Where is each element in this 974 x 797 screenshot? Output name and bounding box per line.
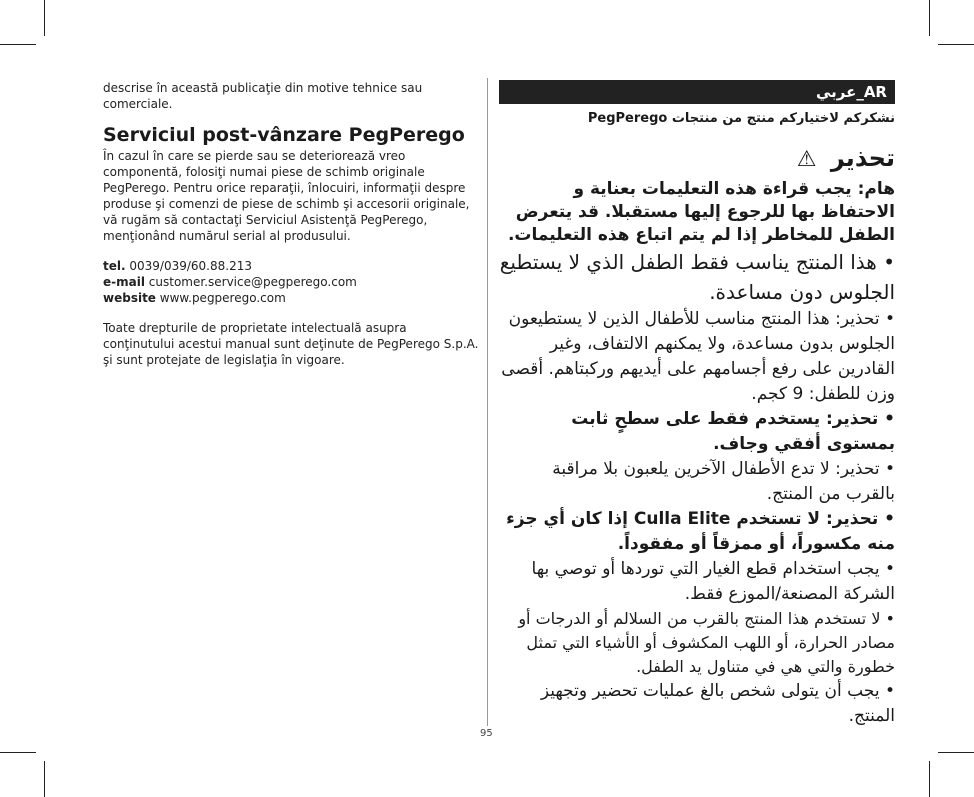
service-title: Serviciul post-vânzare PegPerego — [103, 124, 465, 146]
crop-mark — [0, 752, 36, 753]
crop-mark — [44, 761, 45, 797]
bullet-item: • تحذير: لا تدع الأطفال الآخرين يلعبون بلا مراقبة بالقرب من المنتج. — [552, 459, 895, 504]
service-text: În cazul în care se pierde sau se deteriorează vreo componentă, folosiţi numai piese de schimb originale PegPerego. Pentru orice reparaţii, înlocuiri, informaţii despre produse şi comenzi de piese de schimb şi accesorii originale, vă rugăm să contactaţi Serviciul Asistenţă PegPerego, menţionând numărul serial al produsului. — [103, 149, 470, 243]
crop-mark — [929, 0, 930, 36]
page-number: 95 — [480, 728, 493, 739]
tel-label: tel. — [103, 259, 126, 273]
left-column — [103, 80, 481, 368]
warning-title: تحذير — [830, 144, 895, 172]
bullet-item: • هذا المنتج يناسب فقط الطفل الذي لا يستطيع الجلوس دون مساعدة. — [499, 250, 895, 304]
right-column — [499, 80, 895, 729]
warning-heading — [499, 140, 895, 178]
bullet-item: • تحذير: لا تستخدم Culla Elite إذا كان أي جزء منه مكسوراً، أو ممزقاً أو مفقوداً. — [506, 509, 895, 554]
website-line — [103, 290, 481, 306]
important-text: هام: يجب قراءة هذه التعليمات بعناية و الاحتفاظ بها للرجوع إليها مستقبلا. قد يتعرض الطفل للمخاطر إذا لم يتم اتباع هذه التعليمات. — [507, 179, 895, 245]
crop-mark — [44, 0, 45, 36]
warning-triangle-icon: ⚠ — [796, 147, 817, 172]
crop-mark — [938, 44, 974, 45]
language-tag: AR_عربي — [499, 80, 895, 104]
website-value[interactable]: www.pegperego.com — [159, 291, 286, 305]
tel-value: 0039/039/60.88.213 — [129, 259, 252, 273]
email-line — [103, 274, 481, 290]
column-divider — [487, 78, 488, 726]
crop-mark — [938, 752, 974, 753]
intro-text: descrise în această publicaţie din motive tehnice sau comerciale. — [103, 81, 423, 111]
tel-line — [103, 258, 481, 274]
rights-text: Toate drepturile de proprietate intelectuală asupra conţinutului acestui manual sunt deţinute de PegPerego S.p.A. şi sunt protejate de legislaţia în vigoare. — [103, 321, 479, 367]
website-label: website — [103, 291, 156, 305]
bullet-item: • تحذير: هذا المنتج مناسب للأطفال الذين لا يستطيعون الجلوس بدون مساعدة، ولا يمكنهم الالتفاف، وغير القادرين على رفع أجسامهم على أيديهم وركبتاهم. أقصى وزن للطفل: 9 كجم. — [501, 309, 895, 404]
email-value[interactable]: customer.service@pegperego.com — [148, 275, 357, 289]
thanks-text: نشكركم لاختياركم منتج من منتجات PegPerego — [587, 111, 895, 126]
crop-mark — [929, 761, 930, 797]
email-label: e-mail — [103, 275, 145, 289]
bullet-item: • لا تستخدم هذا المنتج بالقرب من السلالم أو الدرجات أو مصادر الحرارة، أو اللهب المكشوف أو الأشياء التي تمثل خطورة والتي هي في متناول يد الطفل. — [518, 609, 895, 676]
crop-mark — [0, 44, 36, 45]
bullet-item: • يجب استخدام قطع الغيار التي توردها أو توصي بها الشركة المصنعة/الموزع فقط. — [531, 559, 895, 604]
bullet-item: • يجب أن يتولى شخص بالغ عمليات تحضير وتجهيز المنتج. — [540, 681, 895, 726]
bullet-item: • تحذير: يستخدم فقط على سطحٍ ثابت بمستوى أفقي وجاف. — [571, 409, 895, 454]
